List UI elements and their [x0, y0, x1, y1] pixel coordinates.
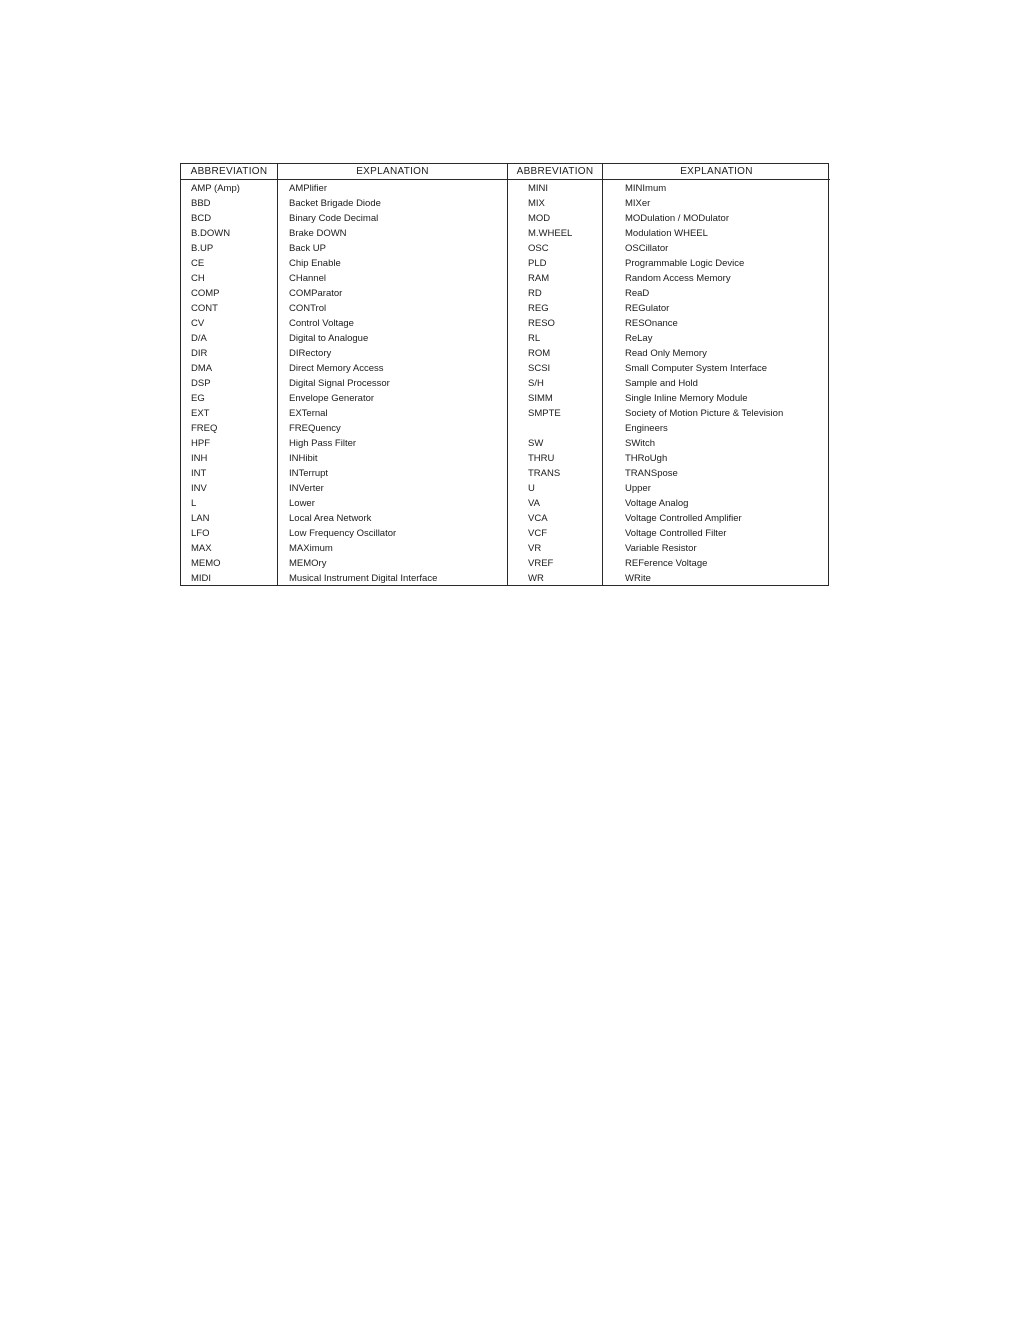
explanation-cell: TRANSpose — [625, 468, 678, 479]
abbreviation-cell: CH — [191, 273, 205, 284]
explanation-cell: Digital Signal Processor — [289, 378, 390, 389]
abbreviation-cell: LFO — [191, 528, 210, 539]
explanation-cell: Small Computer System Interface — [625, 363, 768, 374]
abbreviation-cell: MAX — [191, 543, 212, 554]
explanation-cell: REFerence Voltage — [625, 558, 708, 569]
explanation-cell: MAXimum — [289, 543, 333, 554]
explanation-cell: Musical Instrument Digital Interface — [289, 573, 438, 584]
explanation-cell: Local Area Network — [289, 513, 372, 524]
abbreviation-cell: BCD — [191, 213, 212, 224]
abbreviation-cell: B.UP — [191, 243, 214, 254]
explanation-cell: Direct Memory Access — [289, 363, 384, 374]
explanation-cell: Control Voltage — [289, 318, 354, 329]
abbreviation-cell: RD — [528, 288, 542, 299]
abbreviation-cell: LAN — [191, 513, 210, 524]
explanation-cell: Digital to Analogue — [289, 333, 369, 344]
explanation-cell: RESOnance — [625, 318, 678, 329]
explanation-cell: ReLay — [625, 333, 653, 344]
abbreviation-cell: VA — [528, 498, 540, 509]
abbreviation-cell: DIR — [191, 348, 208, 359]
abbreviation-cell: VR — [528, 543, 542, 554]
abbreviation-cell — [508, 421, 602, 436]
left-abbreviation-column — [181, 180, 278, 585]
explanation-cell: Variable Resistor — [625, 543, 697, 554]
left-explanation-column — [278, 180, 508, 585]
explanation-cell: COMParator — [289, 288, 343, 299]
explanation-cell: AMPlifier — [289, 183, 328, 194]
abbreviation-cell: DSP — [191, 378, 211, 389]
abbreviation-cell: THRU — [528, 453, 555, 464]
explanation-cell: Programmable Logic Device — [625, 258, 745, 269]
explanation-cell: Low Frequency Oscillator — [289, 528, 397, 539]
abbreviation-cell: EXT — [191, 408, 210, 419]
abbreviation-cell: INH — [191, 453, 208, 464]
abbreviation-cell: S/H — [528, 378, 544, 389]
explanation-cell: Voltage Controlled Filter — [625, 528, 727, 539]
explanation-cell: Modulation WHEEL — [625, 228, 708, 239]
abbreviation-cell: M.WHEEL — [528, 228, 573, 239]
explanation-cell: Envelope Generator — [289, 393, 375, 404]
explanation-cell: EXTernal — [289, 408, 328, 419]
abbreviation-cell: AMP (Amp) — [191, 183, 240, 194]
abbreviation-cell: CV — [191, 318, 205, 329]
explanation-cell: Read Only Memory — [625, 348, 707, 359]
right-explanation-column — [603, 180, 830, 585]
explanation-cell: Chip Enable — [289, 258, 341, 269]
explanation-cell: INTerrupt — [289, 468, 329, 479]
abbreviation-cell: RL — [528, 333, 541, 344]
explanation-cell: OSCillator — [625, 243, 669, 254]
abbreviation-cell: FREQ — [191, 423, 218, 434]
abbreviation-cell: CONT — [191, 303, 218, 314]
abbreviation-cell: PLD — [528, 258, 547, 269]
explanation-cell: Backet Brigade Diode — [289, 198, 381, 209]
abbreviation-cell: MOD — [528, 213, 551, 224]
abbreviation-cell: TRANS — [528, 468, 561, 479]
header-abbreviation-left: ABBREVIATION — [181, 164, 278, 180]
abbreviation-cell: U — [528, 483, 535, 494]
abbreviation-cell: MINI — [528, 183, 549, 194]
abbreviation-cell: INV — [191, 483, 207, 494]
header-abbreviation-right: ABBREVIATION — [508, 164, 603, 180]
abbreviation-cell: MIDI — [191, 573, 212, 584]
explanation-cell: MEMOry — [289, 558, 327, 569]
explanation-cell: ReaD — [625, 288, 650, 299]
abbreviation-cell: OSC — [528, 243, 549, 254]
explanation-cell: THRoUgh — [625, 453, 668, 464]
abbreviation-cell: RESO — [528, 318, 555, 329]
explanation-cell: FREQuency — [289, 423, 341, 434]
abbreviation-cell: DMA — [191, 363, 213, 374]
abbreviation-cell: CE — [191, 258, 205, 269]
abbreviation-cell: BBD — [191, 198, 211, 209]
explanation-cell: CONTrol — [289, 303, 327, 314]
abbreviation-cell: SMPTE — [528, 408, 561, 419]
explanation-cell: Society of Motion Picture & Television — [625, 408, 784, 419]
abbreviation-cell: REG — [528, 303, 549, 314]
abbreviation-cell: VREF — [528, 558, 554, 569]
explanation-cell: INHibit — [289, 453, 318, 464]
explanation-cell: Engineers — [625, 423, 668, 434]
explanation-cell: Random Access Memory — [625, 273, 731, 284]
explanation-cell: Single Inline Memory Module — [625, 393, 748, 404]
explanation-cell: SWitch — [625, 438, 656, 449]
abbreviation-cell: D/A — [191, 333, 207, 344]
abbreviation-cell: HPF — [191, 438, 210, 449]
right-abbreviation-column — [508, 180, 603, 585]
explanation-cell: Binary Code Decimal — [289, 213, 379, 224]
abbreviation-cell: COMP — [191, 288, 220, 299]
explanation-cell: Voltage Controlled Amplifier — [625, 513, 742, 524]
abbreviation-cell: EG — [191, 393, 205, 404]
abbreviation-cell: WR — [528, 573, 544, 584]
explanation-cell: Upper — [625, 483, 651, 494]
abbreviation-table — [180, 163, 829, 586]
abbreviation-cell: B.DOWN — [191, 228, 231, 239]
abbreviation-cell: MEMO — [191, 558, 221, 569]
explanation-cell: MIXer — [625, 198, 651, 209]
abbreviation-cell: SCSI — [528, 363, 551, 374]
abbreviation-cell: VCA — [528, 513, 548, 524]
explanation-cell: MODulation / MODulator — [625, 213, 730, 224]
explanation-cell: Brake DOWN — [289, 228, 347, 239]
abbreviation-cell: VCF — [528, 528, 547, 539]
header-explanation-left: EXPLANATION — [278, 164, 508, 180]
explanation-cell: Back UP — [289, 243, 326, 254]
explanation-cell: Lower — [289, 498, 315, 509]
abbreviation-cell: L — [191, 498, 197, 509]
explanation-cell: DIRectory — [289, 348, 332, 359]
explanation-cell: INVerter — [289, 483, 324, 494]
explanation-cell: MINImum — [625, 183, 667, 194]
explanation-cell: High Pass Filter — [289, 438, 357, 449]
abbreviation-cell: ROM — [528, 348, 551, 359]
explanation-cell: Voltage Analog — [625, 498, 689, 509]
abbreviation-cell: INT — [191, 468, 207, 479]
abbreviation-cell: MIX — [528, 198, 545, 209]
explanation-cell: CHannel — [289, 273, 326, 284]
explanation-cell: Sample and Hold — [625, 378, 698, 389]
explanation-cell: REGulator — [625, 303, 670, 314]
explanation-cell: WRite — [625, 573, 651, 584]
header-explanation-right: EXPLANATION — [603, 164, 830, 180]
abbreviation-cell: RAM — [528, 273, 550, 284]
abbreviation-cell: SIMM — [528, 393, 553, 404]
abbreviation-cell: SW — [528, 438, 544, 449]
